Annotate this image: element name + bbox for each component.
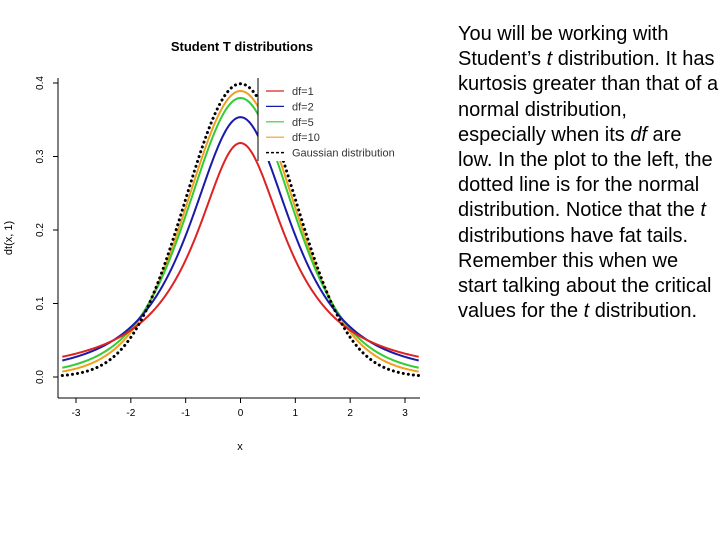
legend [258,78,430,161]
x-tick-label: 1 [292,408,299,419]
y-tick-label: 0.2 [35,223,46,237]
t-italic-1: t [546,48,553,71]
y-tick-label: 0.1 [35,296,46,311]
text-part-4: distributions have fat tails. Remember this when we start talking about the critical values for the [458,224,712,323]
x-tick-label: 0 [237,408,244,419]
df-italic: df [630,123,647,146]
explanation-text [458,22,720,324]
x-axis [72,398,409,419]
x-tick-label: 2 [347,408,353,419]
text-part-3: are low. In the plot to the left, the dotted line is for the normal distribution. Notice that the [458,123,713,222]
x-tick-label: -3 [71,408,81,419]
text-part-1: You will be working with Student’s [458,23,669,71]
legend-label: df=10 [292,132,320,145]
t-italic-2: t [700,199,706,222]
x-tick-label: -1 [181,408,191,419]
y-tick-label: 0.3 [35,149,46,164]
text-part-5: distribution. [589,300,698,323]
x-axis-label: x [237,441,243,453]
y-tick-label: 0.0 [35,370,46,384]
legend-label: df=2 [292,101,314,114]
x-tick-label: -2 [126,408,136,419]
y-tick-label: 0.4 [35,76,46,90]
legend-label: df=1 [292,86,314,98]
x-tick-label: 3 [402,408,408,419]
t-italic-3: t [583,300,590,323]
legend-label: df=5 [292,116,314,129]
text-part-2: distribution. It has kurtosis greater than that of a normal distribution, especially when its [458,48,719,146]
y-axis [35,76,58,384]
legend-label: Gaussian distribution [292,147,395,160]
y-axis-label: dt(x, 1) [3,220,15,256]
curve-df-1 [62,143,418,357]
chart-title: Student T distributions [170,39,314,54]
